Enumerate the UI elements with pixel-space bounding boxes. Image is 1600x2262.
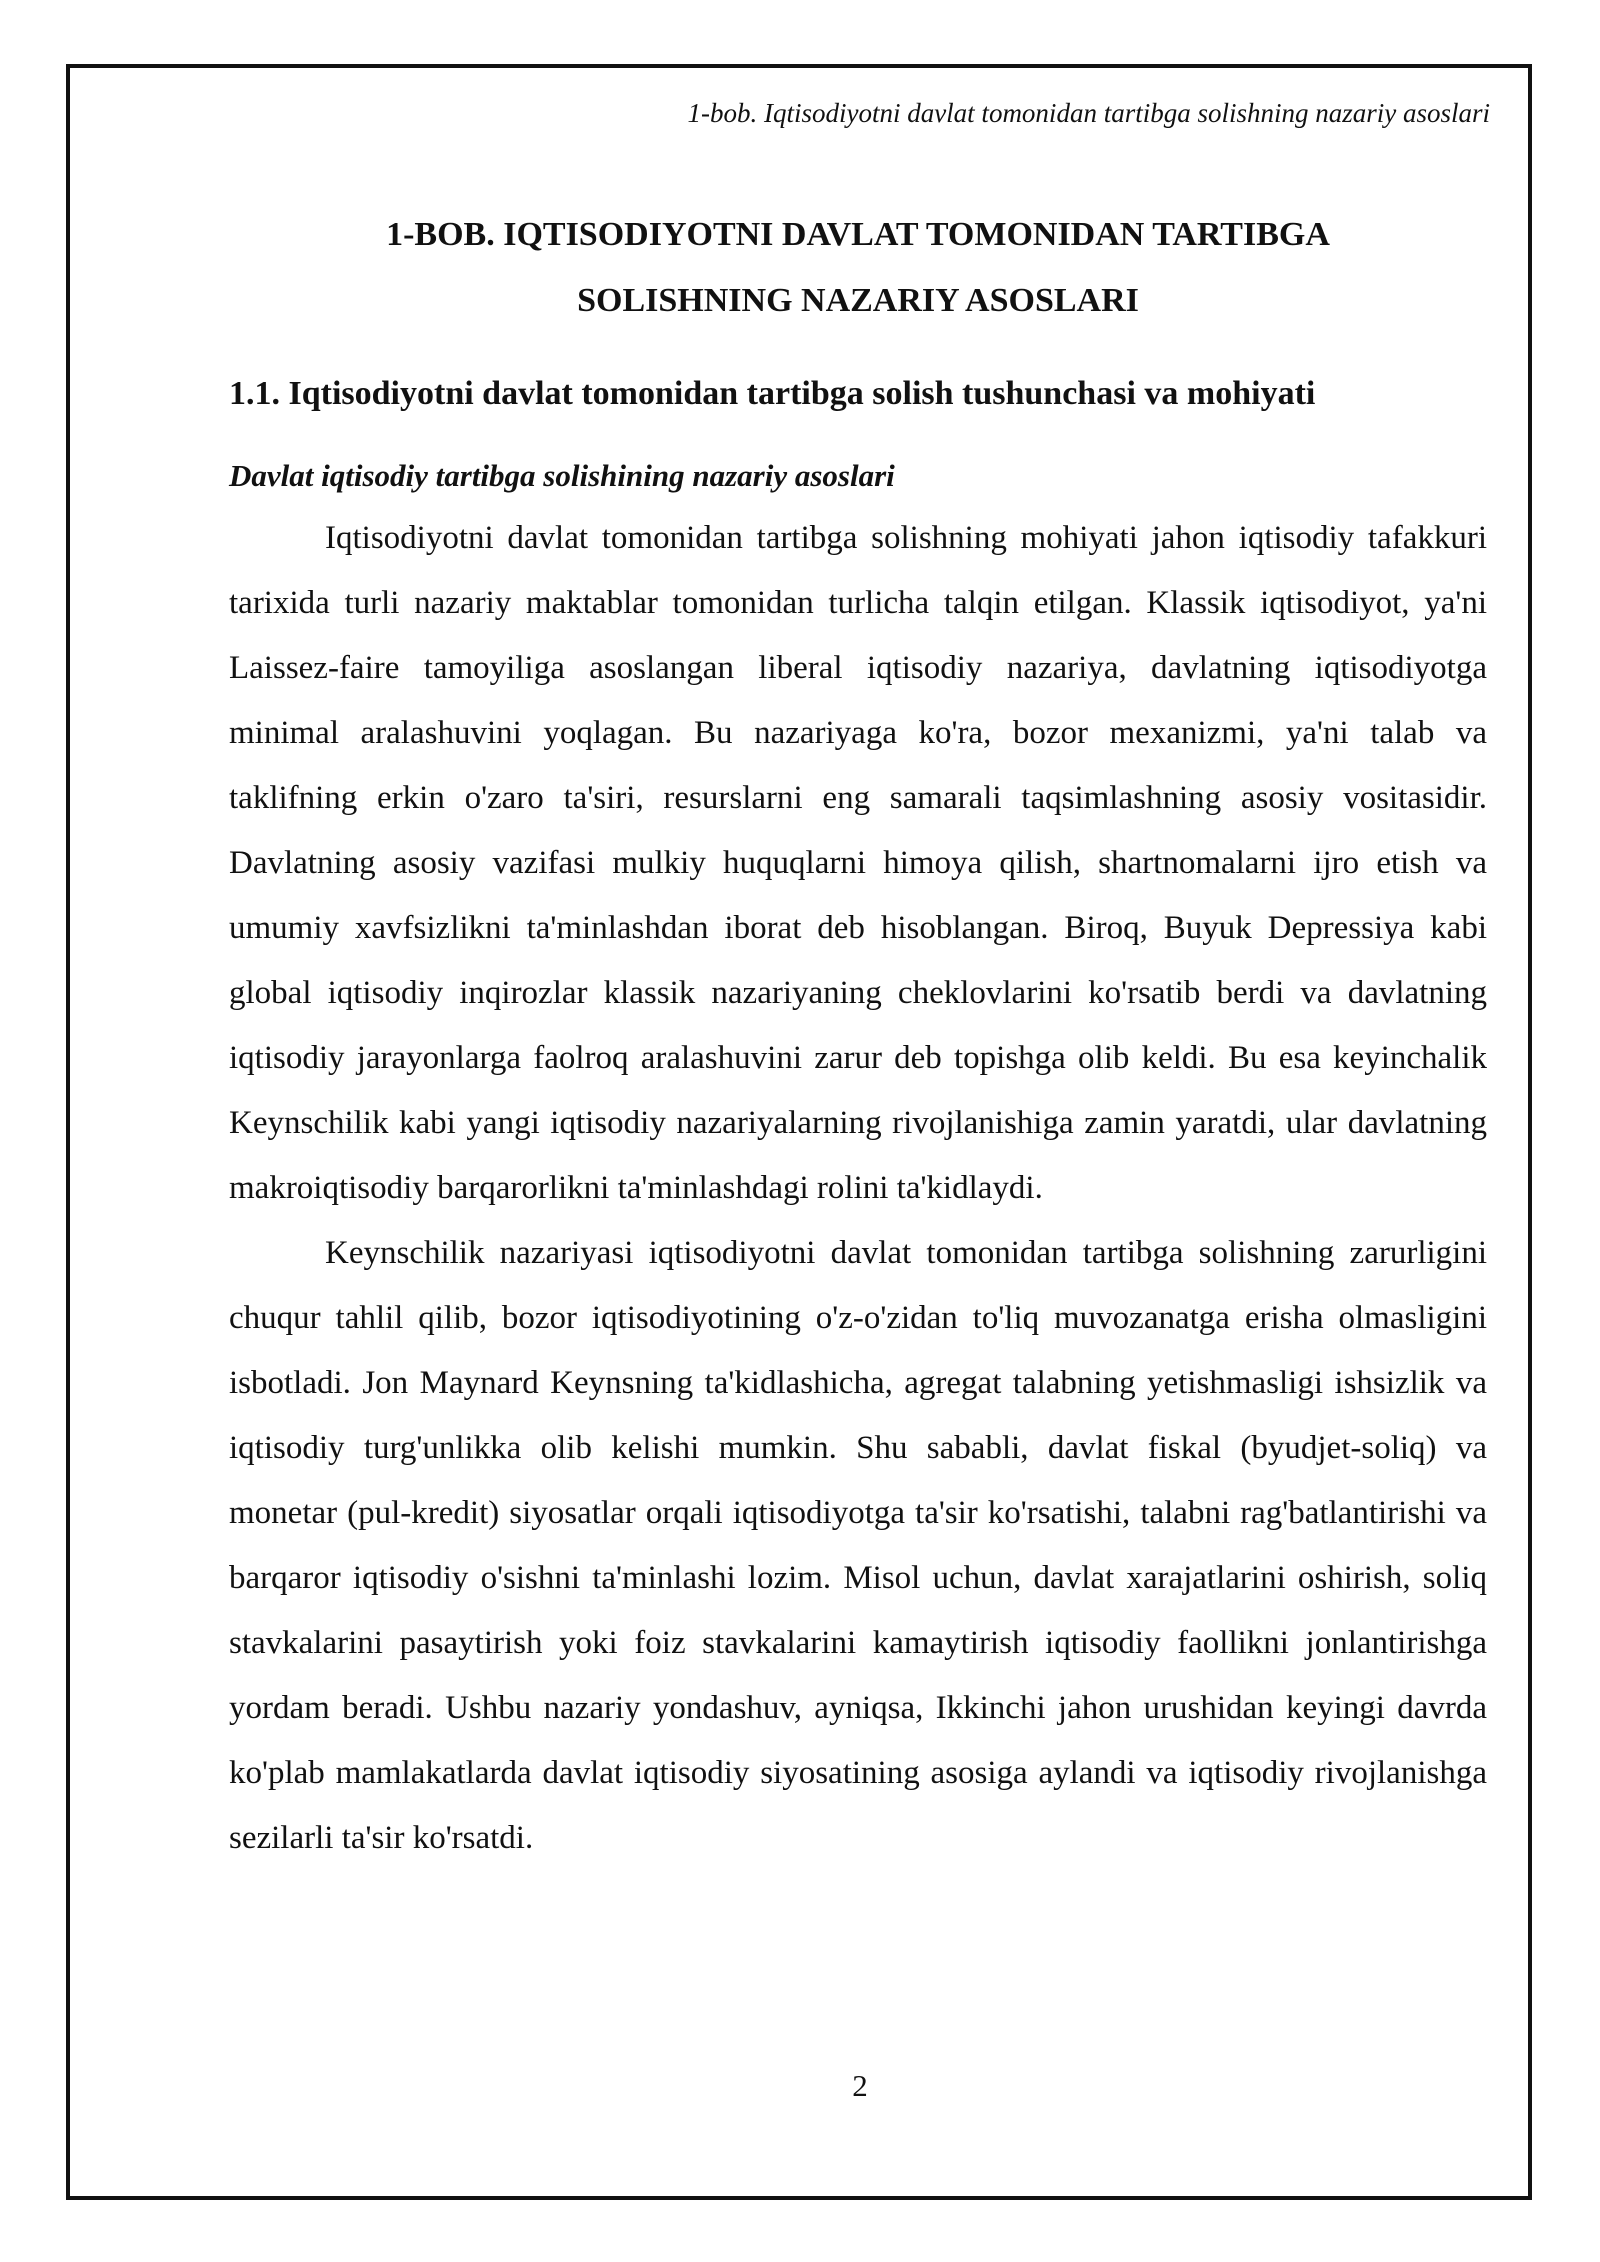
body-paragraph-2: Keynschilik nazariyasi iqtisodiyotni davlat tomonidan tartibga solishning zarurligini chuqur tahlil qilib, bozor iqtisodiyotining o'z-o'zidan to'liq muvozanatga erisha olmasligini isbotladi. Jon Maynard Keynsning ta'kidlashicha, agregat talabning yetishmasligi ishsizlik va iqtisodiy turg'unlikka olib kelishi mumkin. Shu sababli, davlat fiskal (byudjet-soliq) va monetar (pul-kredit) siyosatlar orqali iqtisodiyotga ta'sir ko'rsatishi, talabni rag'batlantirishi va barqaror iqtisodiy o'sishni ta'minlashi lozim. Misol uchun, davlat xarajatlarini oshirish, soliq stavkalarini pasaytirish yoki foiz stavkalarini kamaytirish iqtisodiy faollikni jonlantirishga yordam beradi. Ushbu nazariy yondashuv, ayniqsa, Ikkinchi jahon urushidan keyingi davrda ko'plab mamlakatlarda davlat iqtisodiy siyosatining asosiga aylandi va iqtisodiy rivojlanishga sezilarli ta'sir ko'rsatdi. (229, 1235, 1487, 1856)
chapter-title-line-1: 1-BOB. IQTISODIYOTNI DAVLAT TOMONIDAN TARTIBGA (386, 216, 1330, 253)
section-title: 1.1. Iqtisodiyotni davlat tomonidan tartibga solish tushunchasi va mohiyati (229, 375, 1316, 412)
page-content (229, 202, 1487, 1871)
running-header: 1-bob. Iqtisodiyotni davlat tomonidan tartibga solishning nazariy asoslari (687, 98, 1490, 128)
chapter-title (229, 202, 1487, 334)
subsection-title: Davlat iqtisodiy tartibga solishining nazariy asoslari (229, 458, 895, 493)
chapter-title-line-2: SOLISHNING NAZARIY ASOSLARI (577, 282, 1139, 319)
page-number: 2 (852, 2068, 868, 2103)
body-paragraph-1: Iqtisodiyotni davlat tomonidan tartibga solishning mohiyati jahon iqtisodiy tafakkuri tarixida turli nazariy maktablar tomonidan turlicha talqin etilgan. Klassik iqtisodiyot, ya'ni Laissez-faire tamoyiliga asoslangan liberal iqtisodiy nazariya, davlatning iqtisodiyotga minimal aralashuvini yoqlagan. Bu nazariyaga ko'ra, bozor mexanizmi, ya'ni talab va taklifning erkin o'zaro ta'siri, resurslarni eng samarali taqsimlashning asosiy vositasidir. Davlatning asosiy vazifasi mulkiy huquqlarni himoya qilish, shartnomalarni ijro etish va umumiy xavfsizlikni ta'minlashdan iborat deb hisoblangan. Biroq, Buyuk Depressiya kabi global iqtisodiy inqirozlar klassik nazariyaning cheklovlarini ko'rsatib berdi va davlatning iqtisodiy jarayonlarga faolroq aralashuvini zarur deb topishga olib keldi. Bu esa keyinchalik Keynschilik kabi yangi iqtisodiy nazariyalarning rivojlanishiga zamin yaratdi, ular davlatning makroiqtisodiy barqarorlikni ta'minlashdagi rolini ta'kidlaydi. (229, 520, 1487, 1206)
